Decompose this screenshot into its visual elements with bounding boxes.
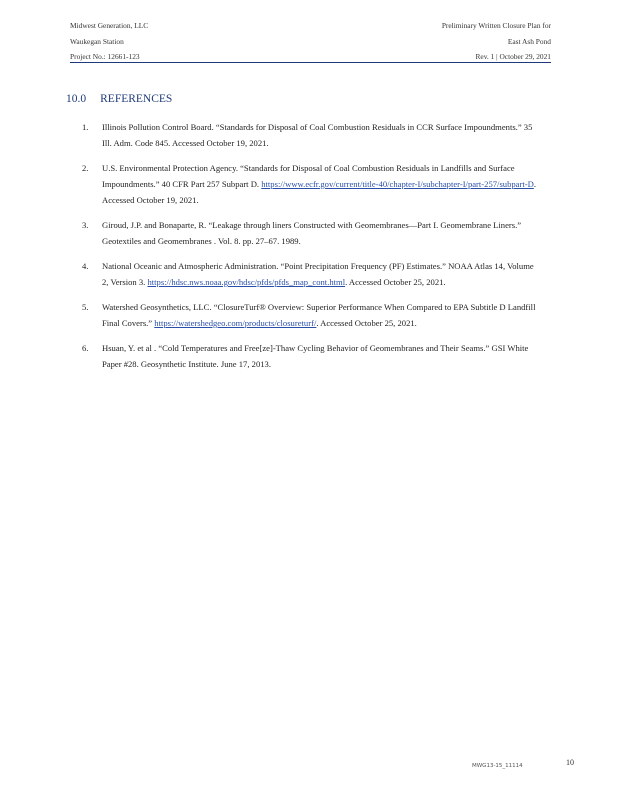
reference-item xyxy=(82,119,542,151)
header-site: East Ash Pond xyxy=(507,36,551,46)
reference-accessed: . Accessed October 25, 2021. xyxy=(345,277,446,287)
reference-item xyxy=(82,340,542,372)
header-station: Waukegan Station xyxy=(70,36,124,46)
reference-number: 5. xyxy=(82,302,89,312)
header-right xyxy=(442,18,551,65)
reference-number: 1. xyxy=(82,122,89,132)
reference-text: Watershed Geosynthetics, LLC. “ClosureTurf® Overview: Superior Performance When Compared to EPA Subtitle D Landfill Final Covers.” xyxy=(102,302,536,328)
reference-item xyxy=(82,299,542,331)
reference-number: 4. xyxy=(82,261,89,271)
references-list xyxy=(82,119,542,381)
reference-link[interactable]: https://hdsc.nws.noaa.gov/hdsc/pfds/pfds_map_cont.html xyxy=(147,277,346,287)
header-revision: Rev. 1 | October 29, 2021 xyxy=(475,52,551,62)
reference-item xyxy=(82,258,542,290)
section-title: REFERENCES xyxy=(100,93,173,105)
page-number: 10 xyxy=(566,758,574,767)
section-heading xyxy=(66,93,172,105)
reference-link[interactable]: https://watershedgeo.com/products/closureturf/ xyxy=(154,318,317,328)
reference-number: 2. xyxy=(82,163,89,173)
reference-item xyxy=(82,217,542,249)
reference-item xyxy=(82,160,542,208)
reference-text: Giroud, J.P. and Bonaparte, R. “Leakage through liners Constructed with Geomembranes—Part I. Geomembrane Liners.” Geotextiles and Geomembranes . Vol. 8. pp. 27–67. 1989. xyxy=(102,220,522,246)
reference-accessed: . Accessed October 25, 2021. xyxy=(316,318,417,328)
reference-number: 3. xyxy=(82,220,89,230)
header-project-number: Project No.: 12661-123 xyxy=(70,52,140,62)
reference-accessed: . Accessed October 19, 2021. xyxy=(102,179,536,205)
reference-text: National Oceanic and Atmospheric Administration. “Point Precipitation Frequency (PF) Estimates.” NOAA Atlas 14, Volume 2, Version 3. xyxy=(102,261,534,287)
reference-text: Illinois Pollution Control Board. “Standards for Disposal of Coal Combustion Residuals in CCR Surface Impoundments.” 35 Ill. Adm. Code 845. Accessed October 19, 2021. xyxy=(102,122,533,148)
reference-text: U.S. Environmental Protection Agency. “Standards for Disposal of Coal Combustion Residuals in Landfills and Surface Impoundments.” 40 CFR Part 257 Subpart D. xyxy=(102,163,515,189)
header-left xyxy=(70,18,148,65)
reference-link[interactable]: https://www.ecfr.gov/current/title-40/chapter-I/subchapter-I/part-257/subpart-D xyxy=(261,179,534,189)
reference-number: 6. xyxy=(82,343,89,353)
section-number: 10.0 xyxy=(66,93,87,105)
reference-text: Hsuan, Y. et al . “Cold Temperatures and Free[ze]-Thaw Cycling Behavior of Geomembranes and Their Seams.” GSI White Paper #28. Geosynthetic Institute. June 17, 2013. xyxy=(102,343,529,369)
header-document-title: Preliminary Written Closure Plan for xyxy=(441,21,551,30)
header-company: Midwest Generation, LLC xyxy=(70,21,149,30)
page-header xyxy=(70,18,551,63)
bates-number: MWG13-15_11114 xyxy=(472,763,523,769)
